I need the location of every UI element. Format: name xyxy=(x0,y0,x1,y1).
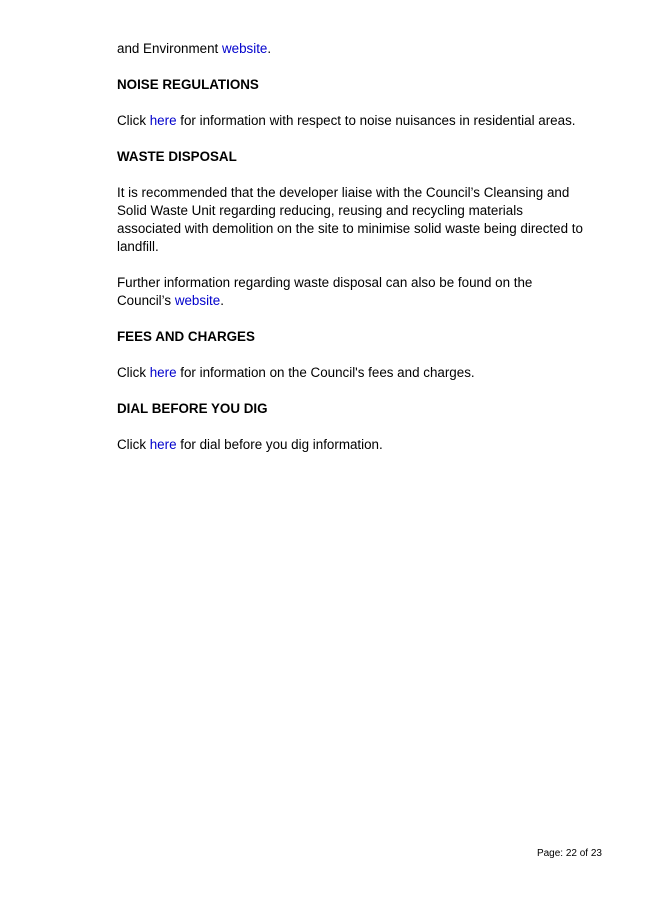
environment-website-link[interactable]: website xyxy=(221,41,268,56)
page-number: Page: 22 of 23 xyxy=(536,848,602,859)
fees-charges-heading: FEES AND CHARGES xyxy=(117,329,255,344)
dial-text-after: for dial before you dig information. xyxy=(176,437,383,452)
waste-paragraph-2 xyxy=(117,274,587,310)
noise-text-before: Click xyxy=(117,113,150,128)
noise-text-after: for information with respect to noise nuisances in residential areas. xyxy=(176,113,576,128)
fees-text-before: Click xyxy=(117,365,150,380)
fees-here-link[interactable]: here xyxy=(149,365,177,380)
fees-text-after: for information on the Council's fees and charges. xyxy=(176,365,475,380)
council-website-link[interactable]: website xyxy=(174,293,221,308)
dial-text-before: Click xyxy=(117,437,150,452)
intro-text: and Environment xyxy=(117,41,222,56)
dial-before-you-dig-heading: DIAL BEFORE YOU DIG xyxy=(117,401,268,416)
noise-regulations-heading: NOISE REGULATIONS xyxy=(117,77,259,92)
fees-paragraph xyxy=(117,364,587,382)
waste-text-before: Further information regarding waste disposal can also be found on the Council’s xyxy=(117,275,533,308)
intro-period: . xyxy=(267,41,272,56)
waste-paragraph-1: It is recommended that the developer liaise with the Council’s Cleansing and Solid Waste Unit regarding reducing, reusing and recycling materials associated with demolition on the site to minimise solid waste being directed to landfill. xyxy=(117,185,583,254)
document-page xyxy=(117,40,587,472)
noise-here-link[interactable]: here xyxy=(149,113,177,128)
dial-paragraph xyxy=(117,436,587,454)
waste-disposal-heading: WASTE DISPOSAL xyxy=(117,149,237,164)
intro-paragraph xyxy=(117,40,587,58)
dial-here-link[interactable]: here xyxy=(149,437,177,452)
noise-paragraph xyxy=(117,112,587,130)
waste-text-after: . xyxy=(220,293,224,308)
